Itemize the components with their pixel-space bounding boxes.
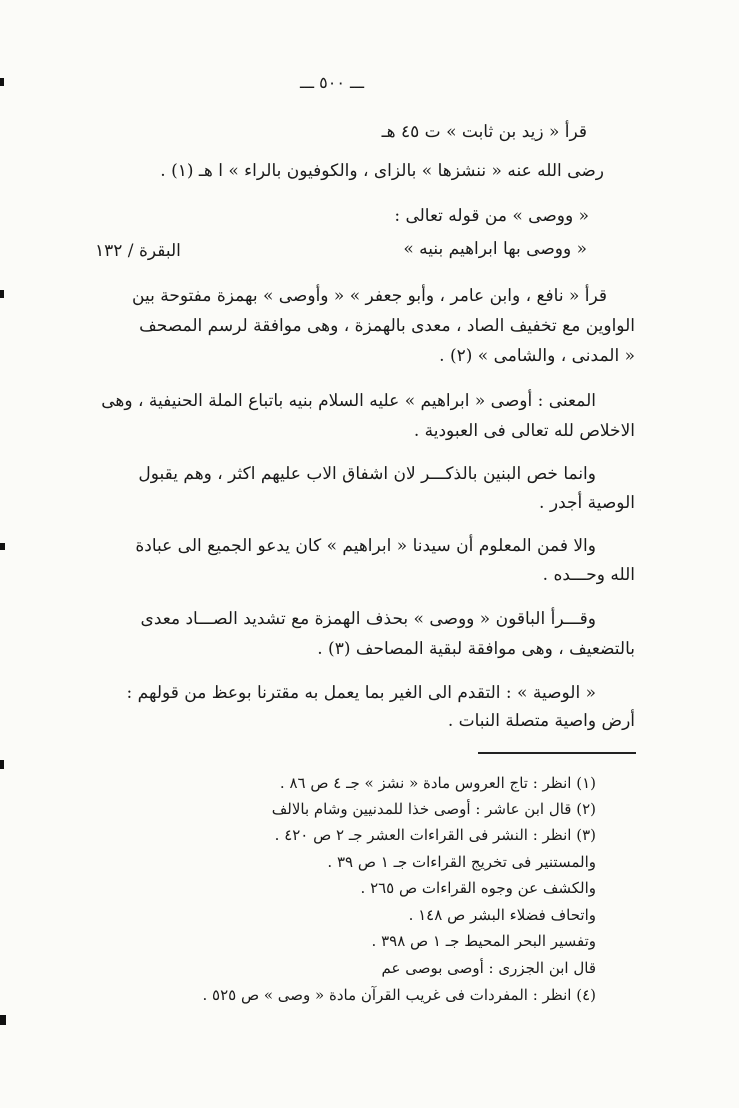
body-line: رضى الله عنه « ننشزها » بالزاى ، والكوفيون بالراء » ا هـ (١) .: [160, 161, 604, 181]
footnote-separator: [478, 752, 636, 754]
body-line: وقـــرأ الباقون « ووصى » بحذف الهمزة مع تشديد الصـــاد معدى: [140, 609, 596, 629]
body-line: « ووصى بها ابراهيم بنيه »: [403, 239, 587, 259]
verse-reference: البقرة / ١٣٢: [95, 241, 181, 261]
footnote: قال ابن الجزرى : أوصى بوصى عم: [381, 959, 596, 977]
body-line: أرض واصية متصلة النبات .: [447, 711, 635, 731]
footnote: (٢) قال ابن عاشر : أوصى خذا للمدنيين وشام بالالف: [271, 800, 596, 818]
scan-mark: [0, 760, 4, 769]
body-line: « ووصى » من قوله تعالى :: [394, 206, 589, 226]
body-line: قرأ « نافع ، وابن عامر ، وأبو جعفر » « وأوصى » بهمزة مفتوحة بين: [132, 286, 607, 306]
scan-mark: [0, 290, 4, 298]
footnote: (٤) انظر : المفردات فى غريب القرآن مادة « وصى » ص ٥٢٥ .: [202, 986, 596, 1004]
body-line: وانما خص البنين بالذكـــر لان اشفاق الاب عليهم اكثر ، وهم يقبول: [138, 464, 596, 484]
body-line: المعنى : أوصى « ابراهيم » عليه السلام بنيه باتباع الملة الحنيفية ، وهى: [101, 391, 596, 411]
body-line: « المدنى ، والشامى » (٢) .: [439, 346, 635, 366]
body-line: الوصية أجدر .: [539, 493, 635, 513]
footnote: والكشف عن وجوه القراءات ص ٢٦٥ .: [360, 879, 596, 897]
scan-mark: [0, 543, 5, 550]
footnote: (٣) انظر : النشر فى القراءات العشر جـ ٢ ص ٤٢٠ .: [274, 826, 596, 844]
body-line: الله وحـــده .: [542, 565, 635, 585]
footnote: واتحاف فضلاء البشر ص ١٤٨ .: [408, 906, 596, 924]
body-line: والا فمن المعلوم أن سيدنا « ابراهيم » كان يدعو الجميع الى عبادة: [135, 536, 596, 556]
scan-mark: [0, 1015, 6, 1025]
body-line: قرأ « زيد بن ثابت » ت ٤٥ هـ: [381, 122, 587, 142]
footnote: والمستنير فى تخريج القراءات جـ ١ ص ٣٩ .: [327, 853, 596, 871]
page-number: ـــ ٥٠٠ ـــ: [300, 73, 365, 92]
body-line: « الوصية » : التقدم الى الغير بما يعمل به مقترنا بوعظ من قولهم :: [126, 683, 596, 703]
footnote: وتفسير البحر المحيط جـ ١ ص ٣٩٨ .: [371, 932, 596, 950]
footnote: (١) انظر : تاج العروس مادة « نشز » جـ ٤ ص ٨٦ .: [279, 774, 596, 792]
body-line: بالتضعيف ، وهى موافقة لبقية المصاحف (٣) .: [317, 639, 635, 659]
body-line: الاخلاص لله تعالى فى العبودية .: [413, 421, 635, 441]
scan-mark: [0, 78, 4, 86]
body-line: الواوين مع تخفيف الصاد ، معدى بالهمزة ، وهى موافقة لرسم المصحف: [139, 316, 635, 336]
